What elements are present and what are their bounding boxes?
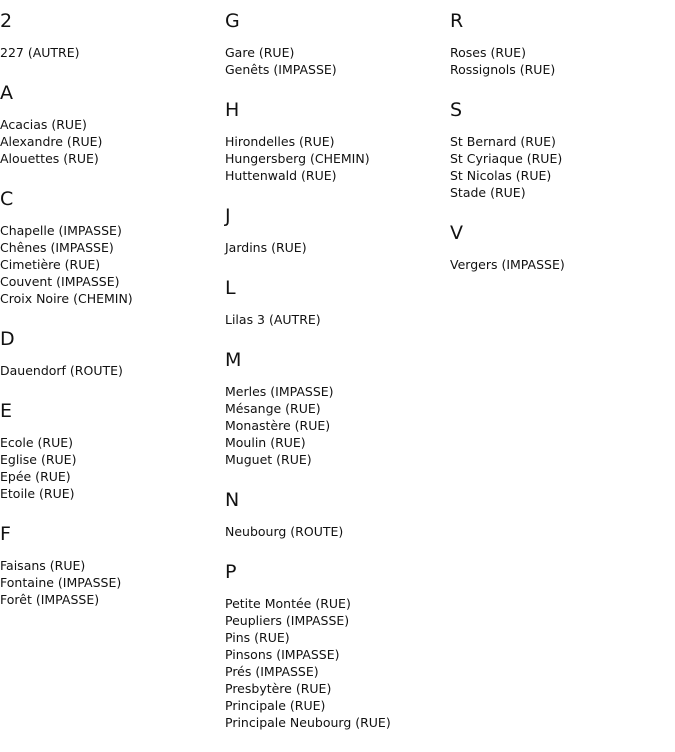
street-link[interactable]: Monastère (RUE) — [225, 418, 331, 433]
index-column — [0, 10, 225, 629]
letter-heading: C — [0, 188, 14, 210]
letter-heading: D — [0, 328, 15, 350]
street-link[interactable]: Neubourg (ROUTE) — [225, 524, 344, 539]
street-link[interactable]: Acacias (RUE) — [0, 117, 87, 132]
street-link[interactable]: Etoile (RUE) — [0, 486, 75, 501]
letter-heading: N — [225, 489, 240, 511]
letter-group — [0, 328, 225, 379]
street-link[interactable]: Chênes (IMPASSE) — [0, 240, 114, 255]
street-link[interactable]: Pinsons (IMPASSE) — [225, 647, 340, 662]
letter-heading: F — [0, 523, 11, 545]
street-link[interactable]: Croix Noire (CHEMIN) — [0, 291, 133, 306]
street-link[interactable]: Rossignols (RUE) — [450, 62, 556, 77]
letter-heading: P — [225, 561, 237, 583]
street-link[interactable]: Couvent (IMPASSE) — [0, 274, 120, 289]
street-link[interactable]: Lilas 3 (AUTRE) — [225, 312, 321, 327]
street-link[interactable]: St Bernard (RUE) — [450, 134, 556, 149]
street-link[interactable]: Cimetière (RUE) — [0, 257, 101, 272]
street-link[interactable]: Pins (RUE) — [225, 630, 290, 645]
letter-group — [225, 205, 450, 256]
letter-group — [225, 489, 450, 540]
street-link[interactable]: Principale Neubourg (RUE) — [225, 715, 391, 730]
letter-heading: V — [450, 222, 463, 244]
street-link[interactable]: Vergers (IMPASSE) — [450, 257, 565, 272]
street-link[interactable]: 227 (AUTRE) — [0, 45, 80, 60]
street-link[interactable]: Genêts (IMPASSE) — [225, 62, 337, 77]
street-link[interactable]: Prés (IMPASSE) — [225, 664, 319, 679]
letter-group — [225, 10, 450, 78]
street-link[interactable]: Chapelle (IMPASSE) — [0, 223, 122, 238]
letter-heading: E — [0, 400, 13, 422]
street-link[interactable]: Merles (IMPASSE) — [225, 384, 334, 399]
street-link[interactable]: Hirondelles (RUE) — [225, 134, 335, 149]
street-link[interactable]: St Cyriaque (RUE) — [450, 151, 563, 166]
street-link[interactable]: Moulin (RUE) — [225, 435, 306, 450]
letter-group — [450, 99, 675, 201]
letter-group — [225, 99, 450, 184]
letter-group — [0, 188, 225, 307]
letter-heading: A — [0, 82, 13, 104]
street-link[interactable]: Fontaine (IMPASSE) — [0, 575, 122, 590]
street-link[interactable]: Roses (RUE) — [450, 45, 526, 60]
street-link[interactable]: Stade (RUE) — [450, 185, 526, 200]
letter-heading: J — [225, 205, 231, 227]
letter-group — [225, 349, 450, 468]
letter-heading: G — [225, 10, 240, 32]
letter-group — [450, 222, 675, 273]
letter-heading: H — [225, 99, 240, 121]
street-link[interactable]: Forêt (IMPASSE) — [0, 592, 100, 607]
street-link[interactable]: St Nicolas (RUE) — [450, 168, 552, 183]
street-link[interactable]: Dauendorf (ROUTE) — [0, 363, 123, 378]
letter-group — [450, 10, 675, 78]
street-link[interactable]: Alexandre (RUE) — [0, 134, 103, 149]
street-link[interactable]: Peupliers (IMPASSE) — [225, 613, 350, 628]
street-link[interactable]: Hungersberg (CHEMIN) — [225, 151, 370, 166]
street-link[interactable]: Principale (RUE) — [225, 698, 326, 713]
street-link[interactable]: Petite Montée (RUE) — [225, 596, 351, 611]
letter-group — [225, 277, 450, 328]
letter-heading: R — [450, 10, 464, 32]
street-link[interactable]: Alouettes (RUE) — [0, 151, 99, 166]
index-column — [450, 10, 675, 294]
letter-group — [0, 400, 225, 502]
letter-heading: L — [225, 277, 236, 299]
letter-heading: S — [450, 99, 463, 121]
street-link[interactable]: Mésange (RUE) — [225, 401, 321, 416]
letter-heading: M — [225, 349, 242, 371]
street-link[interactable]: Faisans (RUE) — [0, 558, 86, 573]
letter-heading: 2 — [0, 10, 13, 32]
letter-group — [0, 10, 225, 61]
street-link[interactable]: Presbytère (RUE) — [225, 681, 332, 696]
index-column — [225, 10, 450, 752]
street-link[interactable]: Ecole (RUE) — [0, 435, 74, 450]
street-link[interactable]: Eglise (RUE) — [0, 452, 77, 467]
street-link[interactable]: Gare (RUE) — [225, 45, 295, 60]
street-link[interactable]: Jardins (RUE) — [225, 240, 307, 255]
letter-group — [0, 82, 225, 167]
letter-group — [225, 561, 450, 731]
street-link[interactable]: Muguet (RUE) — [225, 452, 312, 467]
street-link[interactable]: Epée (RUE) — [0, 469, 71, 484]
street-link[interactable]: Huttenwald (RUE) — [225, 168, 337, 183]
letter-group — [0, 523, 225, 608]
